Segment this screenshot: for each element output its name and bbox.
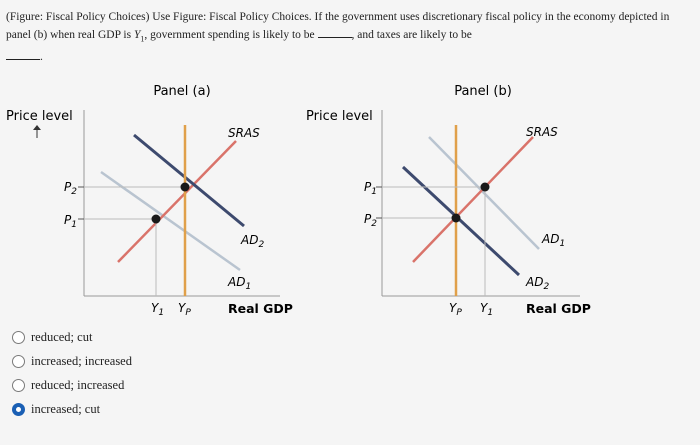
panel-b-sras-curve: [413, 137, 533, 262]
panel-a-yp-subscript: P: [185, 308, 191, 318]
panel-b-y1-label: Y: [480, 301, 488, 315]
svg-text:P1: [64, 213, 77, 230]
radio-button[interactable]: [12, 355, 25, 368]
svg-text:AD1: [541, 232, 565, 249]
panel-b-sras-label: SRAS: [526, 125, 558, 139]
option-label: reduced; cut: [31, 329, 93, 344]
panel-a-y1-subscript: 1: [158, 308, 165, 318]
panel-a-p1-label: P: [64, 213, 72, 227]
panel-a-yp-label: Y: [178, 301, 186, 315]
panel-b-title: Panel (b): [454, 84, 512, 99]
panel-b-p1-label: P: [364, 180, 372, 194]
panel-a-ad2-subscript: 2: [258, 240, 265, 250]
panel-b-ad2-subscript: 2: [543, 282, 550, 292]
panel-a-ylabel: Price level: [6, 109, 73, 124]
svg-text:AD1: [227, 275, 251, 292]
panel-a-sras-curve: [118, 141, 236, 262]
panel-a-xlabel: Real GDP: [228, 301, 293, 316]
svg-text:YP: [449, 301, 462, 318]
panel-a-p2-label: P: [64, 180, 72, 194]
svg-text:AD2: [525, 275, 549, 292]
question-text: (Figure: Fiscal Policy Choices) Use Figure: Fiscal Policy Choices. If the government uses discretionary fiscal policy in the economy depicted in panel (b) when real GDP is $Y_1$, government spending is likely to be , and taxes are likely to be .: [6, 11, 670, 64]
question-part3: , and taxes are likely to be: [351, 29, 472, 41]
option-increased-increased[interactable]: [12, 349, 132, 373]
panel-b-p1-subscript: 1: [371, 187, 377, 197]
panel-a-p2-subscript: 2: [71, 187, 77, 197]
question-y1-subscript: 1: [140, 34, 145, 44]
radio-button[interactable]: [12, 379, 25, 392]
panel-b-yp-subscript: P: [456, 308, 462, 318]
svg-text:AD2: [240, 233, 264, 250]
option-reduced-increased[interactable]: [12, 373, 132, 397]
question-part2: , government spending is likely to be: [144, 29, 318, 41]
panel-a-ad1-subscript: 1: [245, 282, 252, 292]
panel-b-ad2-label: AD: [526, 275, 544, 289]
panel-a-y1-label: Y: [151, 301, 159, 315]
panel-b-ylabel: Price level: [306, 109, 373, 124]
panel-a-sras-label: SRAS: [228, 126, 260, 140]
option-increased-cut[interactable]: [12, 397, 132, 421]
panel-b-ad1-label: AD: [542, 232, 560, 246]
panel-b-ad1-subscript: 1: [559, 239, 566, 249]
panel-a-equilibrium-2: [181, 183, 190, 192]
svg-text:P1: [364, 180, 377, 197]
panel-b-equilibrium-1: [481, 183, 490, 192]
option-reduced-cut[interactable]: [12, 325, 132, 349]
panel-b-xlabel: Real GDP: [526, 301, 591, 316]
option-label: increased; cut: [31, 401, 101, 416]
svg-text:P2: [364, 212, 377, 229]
option-label: reduced; increased: [31, 377, 125, 392]
question-y1-symbol: Y: [133, 29, 141, 41]
question-part1: (Figure: Fiscal Policy Choices) Use Figure: Fiscal Policy Choices. If the government uses discretionary fiscal policy in the economy depicted in panel (b) when real GDP is: [6, 11, 670, 41]
svg-text:YP: [178, 301, 191, 318]
svg-text:Y1: [480, 301, 493, 318]
arrow-up-icon: [33, 125, 41, 130]
radio-button-selected[interactable]: [12, 403, 25, 416]
panel-b-yp-label: Y: [449, 301, 457, 315]
panel-b-p2-label: P: [364, 212, 372, 226]
svg-text:P2: [64, 180, 77, 197]
panel-a-equilibrium-1: [152, 215, 161, 224]
panel-b-p2-subscript: 2: [371, 219, 377, 229]
panel-a-ad1-label: AD: [228, 275, 246, 289]
radio-button[interactable]: [12, 331, 25, 344]
panel-b-equilibrium-2: [452, 214, 461, 223]
panel-b-ad1-curve: [429, 137, 539, 249]
panel-a-title: Panel (a): [153, 84, 211, 99]
option-label: increased; increased: [31, 353, 132, 368]
panel-a-ad2-label: AD: [241, 233, 259, 247]
svg-text:Y1: [151, 301, 164, 318]
answer-options: [12, 325, 132, 421]
panel-b-y1-subscript: 1: [487, 308, 494, 318]
panel-b-ad2-curve: [403, 167, 519, 275]
panel-a-p1-subscript: 1: [71, 220, 77, 230]
